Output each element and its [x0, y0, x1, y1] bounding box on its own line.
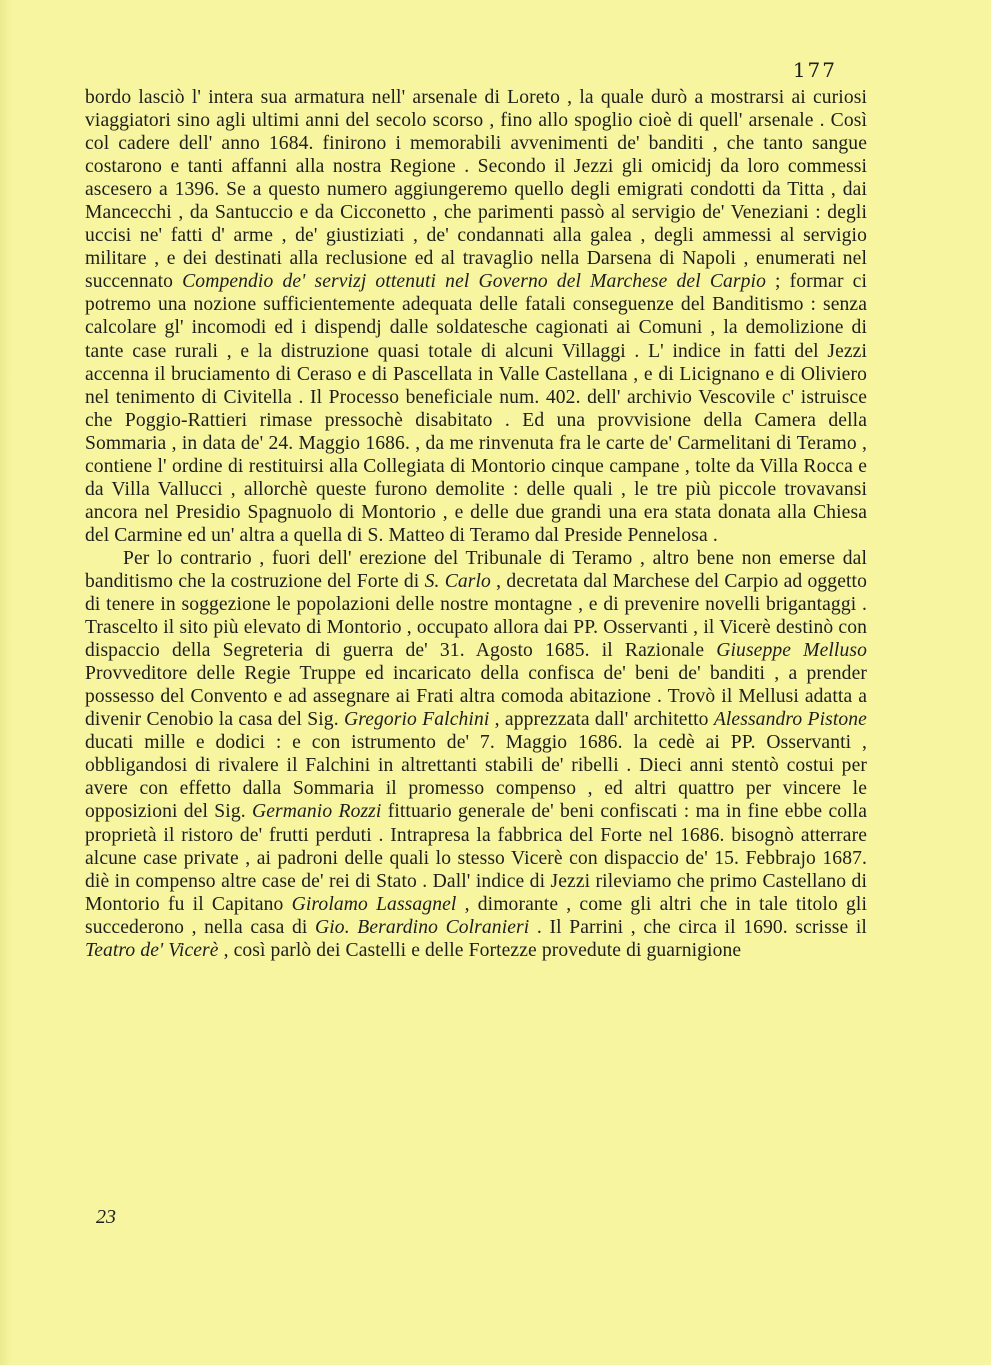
italic-text: Teatro de' Vicerè [85, 939, 219, 961]
text-run: Provveditore delle Regie Truppe ed incaricato della confisca de' beni de' banditi , a prender possesso del Convento e ad assegnare ai Frati altra comoda abitazione . Trovò il Mellusi adatta a divenir Cenobio la casa del Sig. [85, 663, 867, 731]
paragraph-2 [85, 547, 867, 962]
italic-text: Gregorio Falchini [343, 709, 490, 731]
italic-text: Girolamo Lassagnel [291, 893, 457, 915]
text-run: Per lo contrario , fuori dell' erezione del Tribunale di Teramo , altro bene non emerse dal banditismo che la costruzione del Forte di [85, 547, 867, 592]
italic-text: Germanio Rozzi [251, 801, 382, 823]
italic-text: Gio. Berardino Colranieri [315, 916, 530, 938]
italic-text: Giuseppe Melluso [716, 640, 867, 662]
italic-text: Compendio de' servizj ottenuti nel Governo del Marchese del Carpio [182, 271, 766, 293]
page-edge-shadow [0, 0, 12, 1365]
text-run: , così parlò dei Castelli e delle Fortezze provedute di guarnigione [218, 939, 742, 961]
text-run: , apprezzata dall' architetto [489, 709, 714, 731]
text-run: ducati mille e dodici : e con istrumento de' 7. Maggio 1686. la cedè ai PP. Osservanti , obbligandosi di rivalere il Falchini in altrettanti stabili de' ribelli . Dieci anni stentò costui per avere con effetto dalla Sommaria il promesso compenso , ed altri quattro per vincere le opposizioni del Sig. [85, 732, 867, 823]
text-run: fittuario generale de' beni confiscati : ma in fine ebbe colla proprietà il ristoro de' frutti perduti . Intrapresa la fabbrica del Forte nel 1686. bisognò atterrare alcune case private , ai padroni delle quali lo stesso Vicerè con dispaccio de' 15. Febbrajo 1687. diè in compenso altre case de' rei di Stato . Dall' indice di Jezzi rileviamo che primo Castellano di Montorio fu il Capitano [85, 801, 868, 915]
text-run: ; formar ci potremo una nozione sufficientemente adequata delle fatali conseguenze del Banditismo : senza calcolare gl' incomodi ed i dispendj dalle soldatesche cagionati ai Comuni , la demolizione di tante case rurali , e la distruzione quasi totale di alcuni Villaggi . L' indice in fatti del Jezzi accenna il bruciamento di Ceraso e di Pascellata in Valle Castellana , e di Licignano e di Oliviero nel tenimento di Civitella . Il Processo beneficiale num. 402. dell' archivio Vescovile c' istruisce che Poggio-Rattieri rimase pressochè disabitato . Ed una provvisione della Camera della Sommaria , in data de' 24. Maggio 1686. , da me rinvenuta fra le carte de' Carmelitani di Teramo , contiene l' ordine di restituirsi alla Collegiata di Montorio cinque campane , tolte da Villa Rocca e da Villa Vallucci , allorchè queste furono demolite : delle quali , le tre più piccole trovavansi ancora nel Presidio Spagnuolo di Montorio , e delle due grandi una era stata donata alla Chiesa del Carmine ed un' altra a quella di S. Matteo di Teramo dal Preside Pennelosa . [85, 271, 867, 546]
text-run: bordo lasciò l' intera sua armatura nell' arsenale di Loreto , la quale durò a mostrarsi ai curiosi viaggiatori sino agli ultimi anni del secolo scorso , fino allo spoglio cioè di quell' arsenale . Così col cadere dell' anno 1684. finirono i memorabili avvenimenti de' banditi , che tanto sangue costarono e tanti affanni alla nostra Regione . Secondo il Jezzi gli omicidj da loro commessi ascesero a 1396. Se a questo numero aggiungeremo quello degli emigrati condotti da Titta , dai Mancecchi , da Santuccio e da Cicconetto , che parimenti passò al servigio de' Veneziani : degli uccisi ne' fatti d' arme , de' giustiziati , de' condannati alla galea , degli ammessi al servigio militare , e dei destinati alla reclusione ed al travaglio nella Darsena di Napoli , enumerati nel succennato [85, 87, 867, 293]
text-run: , decretata dal Marchese del Carpio ad oggetto di tenere in soggezione le popolazioni delle nostre montagne , e di prevenire novelli brigantaggi . Trascelto il sito più elevato di Montorio , occupato allora dai PP. Osservanti , il Vicerè destinò con dispaccio della Segreteria di guerra de' 31. Agosto 1685. il Razionale [85, 570, 867, 662]
signature-mark: 23 [96, 1206, 116, 1228]
text-run: , dimorante , come gli altri che in tale titolo gli succederono , nella casa di [85, 893, 868, 938]
page-number: 177 [792, 58, 837, 82]
text-run: . Il Parrini , che circa il 1690. scrisse il [529, 916, 867, 938]
paragraph-1 [85, 86, 867, 547]
italic-text: Alessandro Pistone [713, 709, 867, 731]
italic-text: S. Carlo [424, 570, 491, 592]
body-text [85, 86, 867, 962]
